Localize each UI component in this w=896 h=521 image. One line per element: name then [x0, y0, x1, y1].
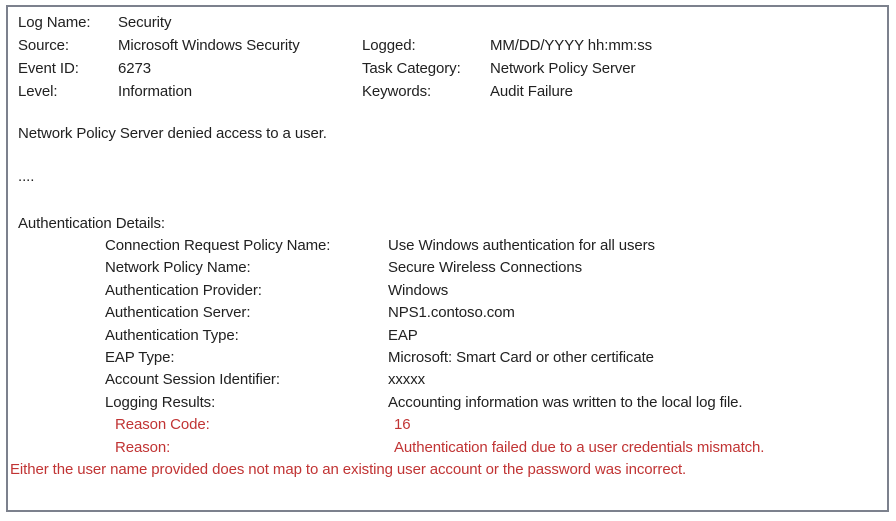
header-row-log-name	[18, 11, 877, 34]
detail-row-connection-request-policy	[18, 235, 877, 257]
detail-label: EAP Type:	[105, 349, 175, 367]
detail-row-reason-code	[18, 414, 877, 436]
detail-row-authentication-provider	[18, 280, 877, 302]
detail-label: Reason Code:	[115, 416, 210, 434]
header-row-event-id	[18, 57, 877, 80]
detail-label: Network Policy Name:	[105, 259, 251, 277]
event-id-value: 6273	[118, 60, 151, 77]
source-label: Source:	[18, 37, 69, 54]
event-header	[18, 11, 877, 103]
header-row-source	[18, 34, 877, 57]
level-value: Information	[118, 83, 192, 100]
detail-row-eap-type	[18, 347, 877, 369]
header-empty-label	[362, 11, 490, 34]
level-label: Level:	[18, 83, 58, 100]
detail-value: NPS1.contoso.com	[388, 304, 515, 322]
detail-value: Accounting information was written to the local log file.	[388, 393, 743, 411]
log-name-label: Log Name:	[18, 14, 91, 31]
detail-row-authentication-server	[18, 302, 877, 324]
detail-value: Secure Wireless Connections	[388, 259, 583, 277]
header-row-level	[18, 80, 877, 103]
auth-details-heading: Authentication Details:	[18, 215, 165, 232]
detail-row-account-session-identifier	[18, 369, 877, 391]
task-category-label: Task Category:	[362, 60, 461, 77]
reason-continuation-text: Either the user name provided does not map to an existing user account or the password was incorrect.	[10, 461, 687, 479]
keywords-label: Keywords:	[362, 83, 432, 100]
detail-value: 16	[394, 416, 411, 434]
detail-label: Authentication Server:	[105, 304, 251, 322]
detail-value: xxxxx	[388, 371, 426, 389]
event-id-label: Event ID:	[18, 60, 79, 77]
source-value: Microsoft Windows Security	[118, 37, 300, 54]
detail-value: Windows	[388, 281, 449, 299]
event-description: Network Policy Server denied access to a user.	[18, 125, 327, 142]
event-log-content	[8, 7, 887, 481]
detail-value: EAP	[388, 326, 418, 344]
detail-row-network-policy-name	[18, 257, 877, 279]
detail-value: Microsoft: Smart Card or other certificate	[388, 349, 654, 367]
detail-label: Authentication Provider:	[105, 281, 262, 299]
detail-row-authentication-type	[18, 325, 877, 347]
log-name-value: Security	[118, 14, 172, 31]
auth-details-list	[18, 235, 877, 459]
detail-row-reason	[18, 437, 877, 459]
logged-label: Logged:	[362, 37, 416, 54]
task-category-value: Network Policy Server	[490, 60, 636, 77]
detail-value: Use Windows authentication for all users	[388, 237, 655, 254]
event-log-frame	[6, 5, 889, 512]
header-empty-value	[490, 11, 877, 34]
keywords-value: Audit Failure	[490, 83, 573, 100]
detail-label: Authentication Type:	[105, 326, 239, 344]
detail-label: Reason:	[115, 438, 171, 456]
detail-row-logging-results	[18, 392, 877, 414]
detail-label: Logging Results:	[105, 393, 216, 411]
detail-value: Authentication failed due to a user credentials mismatch.	[394, 438, 765, 456]
logged-value: MM/DD/YYYY hh:mm:ss	[490, 37, 653, 54]
omitted-text-ellipsis: ....	[18, 168, 35, 185]
detail-label: Account Session Identifier:	[105, 371, 280, 389]
detail-label: Connection Request Policy Name:	[105, 237, 331, 254]
